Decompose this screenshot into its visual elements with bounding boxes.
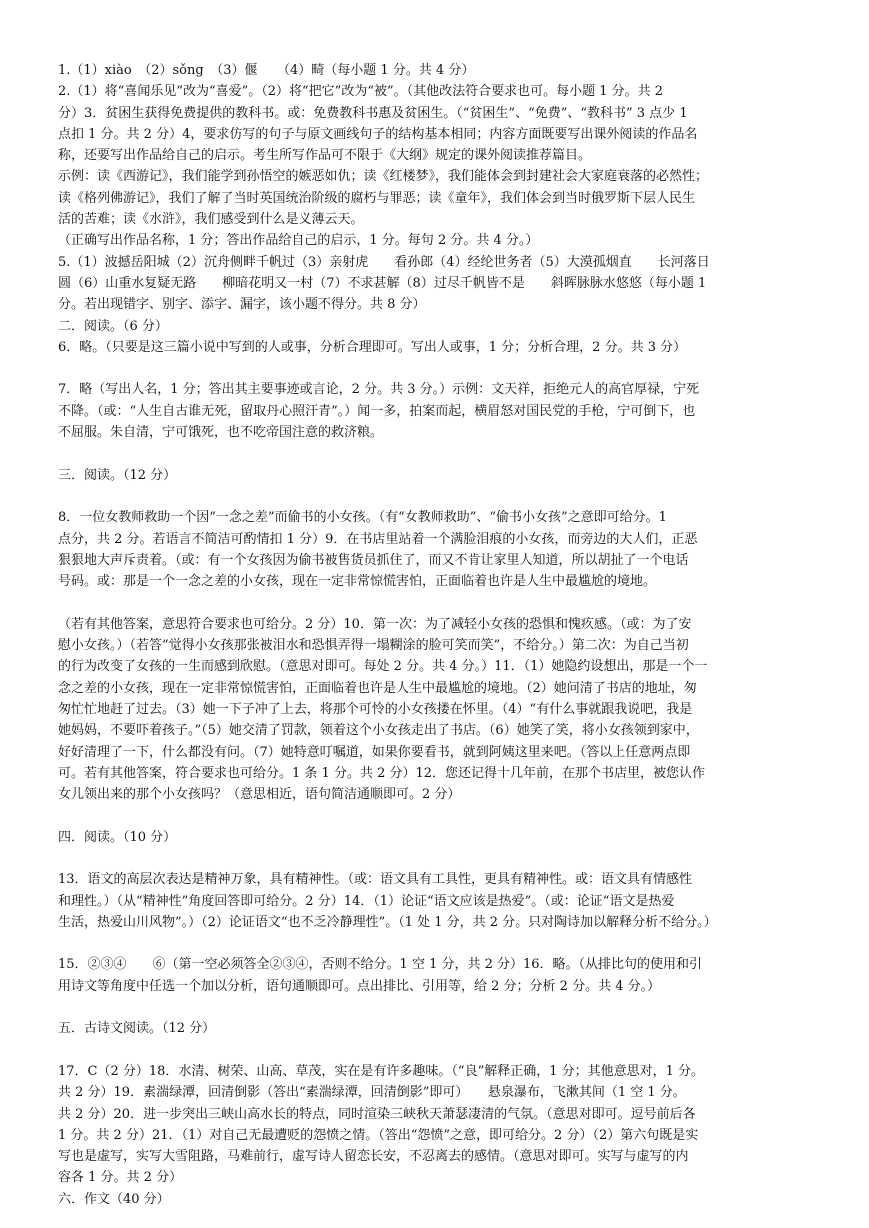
blank-line [58,848,817,869]
text-line: 女儿领出来的那个小女孩吗？（意思相近，语句简洁通顺即可。2 分） [58,787,461,803]
text-line: 她妈妈，不要吓着孩子。”（5）她交清了罚款，领着这个小女孩走出了书店。（6）她笑了笑，将小女孩领到家中， [58,723,699,739]
text-line: 5.（1）波撼岳阳城（2）沉舟侧畔千帆过（3）亲射虎 看孙郎（4）经纶世务者（5）大漠孤烟直 长河落日 [58,254,710,270]
text-line: 可。若有其他答案，符合要求也可给分。1 条 1 分。共 2 分）12．您还记得十几年前，在那个书店里，被您认作 [58,765,706,781]
text-line: 用诗文等角度中任选一个加以分析，语句通顺即可。点出排比、引用等，给 2 分；分析 2 分。共 4 分。） [58,978,661,994]
text-line: 分）3．贫困生获得免费提供的教科书。或：免费教科书惠及贫困生。（“贫困生”、“免费”、“教科书” 3 点少 1 [58,105,688,121]
text-line: （正确写出作品名称，1 分；答出作品给自己的启示，1 分。每句 2 分。共 4 分。） [58,233,539,249]
blank-line [58,1040,817,1061]
text-line: （若有其他答案，意思符合要求也可给分。2 分）10．第一次：为了减轻小女孩的恐惧和愧疚感。（或：为了安 [58,616,692,632]
text-line: 三．阅读。（12 分） [58,467,177,483]
text-line: 点分，共 2 分。若语言不简洁可酌情扣 1 分）9．在书店里站着一个满脸泪痕的小女孩，而旁边的大人们，正恶 [58,531,698,547]
text-line: 的行为改变了女孩的一生而感到欣慰。（意思对即可。每处 2 分。共 4 分。）11．（1）她隐约设想出，那是一个一 [58,659,708,675]
text-line: 8．一位女教师救助一个因“一念之差”而偷书的小女孩。（有“女教师救助”、“偷书小女孩”之意即可给分。1 [58,510,667,526]
text-line: 共 2 分）19．素湍绿潭，回清倒影（答出“素湍绿潭，回清倒影”即可） 悬泉瀑布，飞漱其间（1 空 1 分。 [58,1085,686,1101]
blank-line [58,592,817,613]
text-line: 和理性。）（从“精神性”角度回答即可给分。2 分）14．（1）论证“语文应该是热爱”。（或：论证“语文是热爱 [58,893,675,909]
text-line: 号码。或：那是一个一念之差的小女孩，现在一定非常惊慌害怕，正面临着也许是人生中最尴尬的境地。 [58,574,657,590]
text-line: 写也是虚写，实写大雪阻路，马难前行，虚写诗人留恋长安，不忍离去的感情。（意思对即可。实写与虚写的内 [58,1149,689,1165]
text-line: 分。若出现错字、别字、添字、漏字，该小题不得分。共 8 分） [58,297,426,313]
blank-line [58,358,817,379]
text-line: 匆忙忙地赶了过去。（3）她一下子冲了上去，将那个可怜的小女孩搂在怀里。（4）“有什么事就跟我说吧，我是 [58,701,693,717]
text-line: 容各 1 分。共 2 分） [58,1170,183,1186]
blank-line [58,933,817,954]
text-line: 念之差的小女孩，现在一定非常惊慌害怕，正面临着也许是人生中最尴尬的境地。（2）她问清了书店的地址，匆 [58,680,697,696]
text-line: 15．②③④ ⑥（第一空必须答全②③④，否则不给分。1 空 1 分，共 2 分）16．略。（从排比句的使用和引 [58,957,703,973]
text-line: 共 2 分）20．进一步突出三峡山高水长的特点，同时渲染三峡秋天萧瑟凄清的气氛。（意思对即可。逗号前后各 [58,1106,696,1122]
text-line: 不降。（或：“人生自古谁无死，留取丹心照汗青”。）闻一多，拍案而起，横眉怒对国民党的手枪，宁可倒下，也 [58,403,696,419]
text-line: 活的苦难；读《水浒》，我们感受到什么是义薄云天。 [58,212,364,228]
blank-line [58,486,817,507]
text-line: 二．阅读。（6 分） [58,318,168,334]
text-line: 示例：读《西游记》，我们能学到孙悟空的嫉恶如仇；读《红楼梦》，我们能体会到封建社会大家庭衰落的必然性； [58,169,709,185]
blank-line [58,997,817,1018]
text-line: 点扣 1 分。共 2 分）4，要求仿写的句子与原文画线句子的结构基本相同；内容方面既要写出课外阅读的作品名 [58,126,698,142]
text-line: 1 分。共 2 分）21．（1）对自己无最遭贬的怨愤之情。（答出“怨愤”之意，即可给分。2 分）（2）第六句既是实 [58,1127,699,1143]
text-line: 13．语文的高层次表达是精神万象，具有精神性。（或：语文具有工具性，更具有精神性。或：语文具有情感性 [58,872,693,888]
text-line: 六．作文（40 分） [58,1191,170,1207]
text-line: 四．阅读。（10 分） [58,829,177,845]
blank-line [58,805,817,826]
text-line: 7．略（写出人名，1 分；答出其主要事迹或言论，2 分。共 3 分。）示例：文天祥，拒绝元人的高官厚禄，宁死 [58,382,700,398]
text-line: 2.（1）将“喜闻乐见”改为“喜爱”。（2）将“把它”改为“被”。（其他改法符合要求也可。每小题 1 分。共 2 [58,84,664,100]
text-line: 五．古诗文阅读。（12 分） [58,1021,216,1037]
text-line: 1.（1）xiào （2）sǒng （3）偃 （4）畸（每小题 1 分。共 4 分） [58,63,475,78]
text-line: 不屈服。朱自清，宁可饿死，也不吃帝国注意的救济粮。 [58,425,384,441]
text-line: 好好清理了一下，什么都没有问。（7）她特意叮嘱道，如果你要看书，就到阿姨这里来吧。（答以上任意两点即 [58,744,691,760]
text-line: 狠狠地大声斥责着。（或：有一个女孩因为偷书被售货员抓住了，而又不肯让家里人知道，所以胡扯了一个电话 [58,552,689,568]
blank-line [58,443,817,464]
text-line: 称，还要写出作品给自己的启示。考生所写作品可不限于《大纲》规定的课外阅读推荐篇目。 [58,148,592,164]
text-line: 6．略。（只要是这三篇小说中写到的人或事，分析合理即可。写出人或事，1 分；分析合理，2 分。共 3 分） [58,339,687,355]
text-line: 生活，热爱山川风物”。）（2）论证语文“也不乏冷静理性”。（1 处 1 分，共 2 分。只对陶诗加以解释分析不给分。） [58,914,717,930]
text-line: 圆（6）山重水复疑无路 柳暗花明又一村（7）不求甚解（8）过尽千帆皆不是 斜晖脉脉水悠悠（每小题 1 [58,275,707,291]
text-line: 读《格列佛游记》，我们了解了当时英国统治阶级的腐朽与罪恶；读《童年》，我们体会到当时俄罗斯下层人民生 [58,190,696,206]
text-line: 慰小女孩。）（若答“觉得小女孩那张被泪水和恐惧弄得一塌糊涂的脸可笑而笑”，不给分。）第二次：为自己当初 [58,638,689,654]
text-line: 17．C（2 分）18．水清、树荣、山高、草茂，实在是有许多趣味。（“良”解释正确，1 分；其他意思对，1 分。 [58,1063,705,1079]
